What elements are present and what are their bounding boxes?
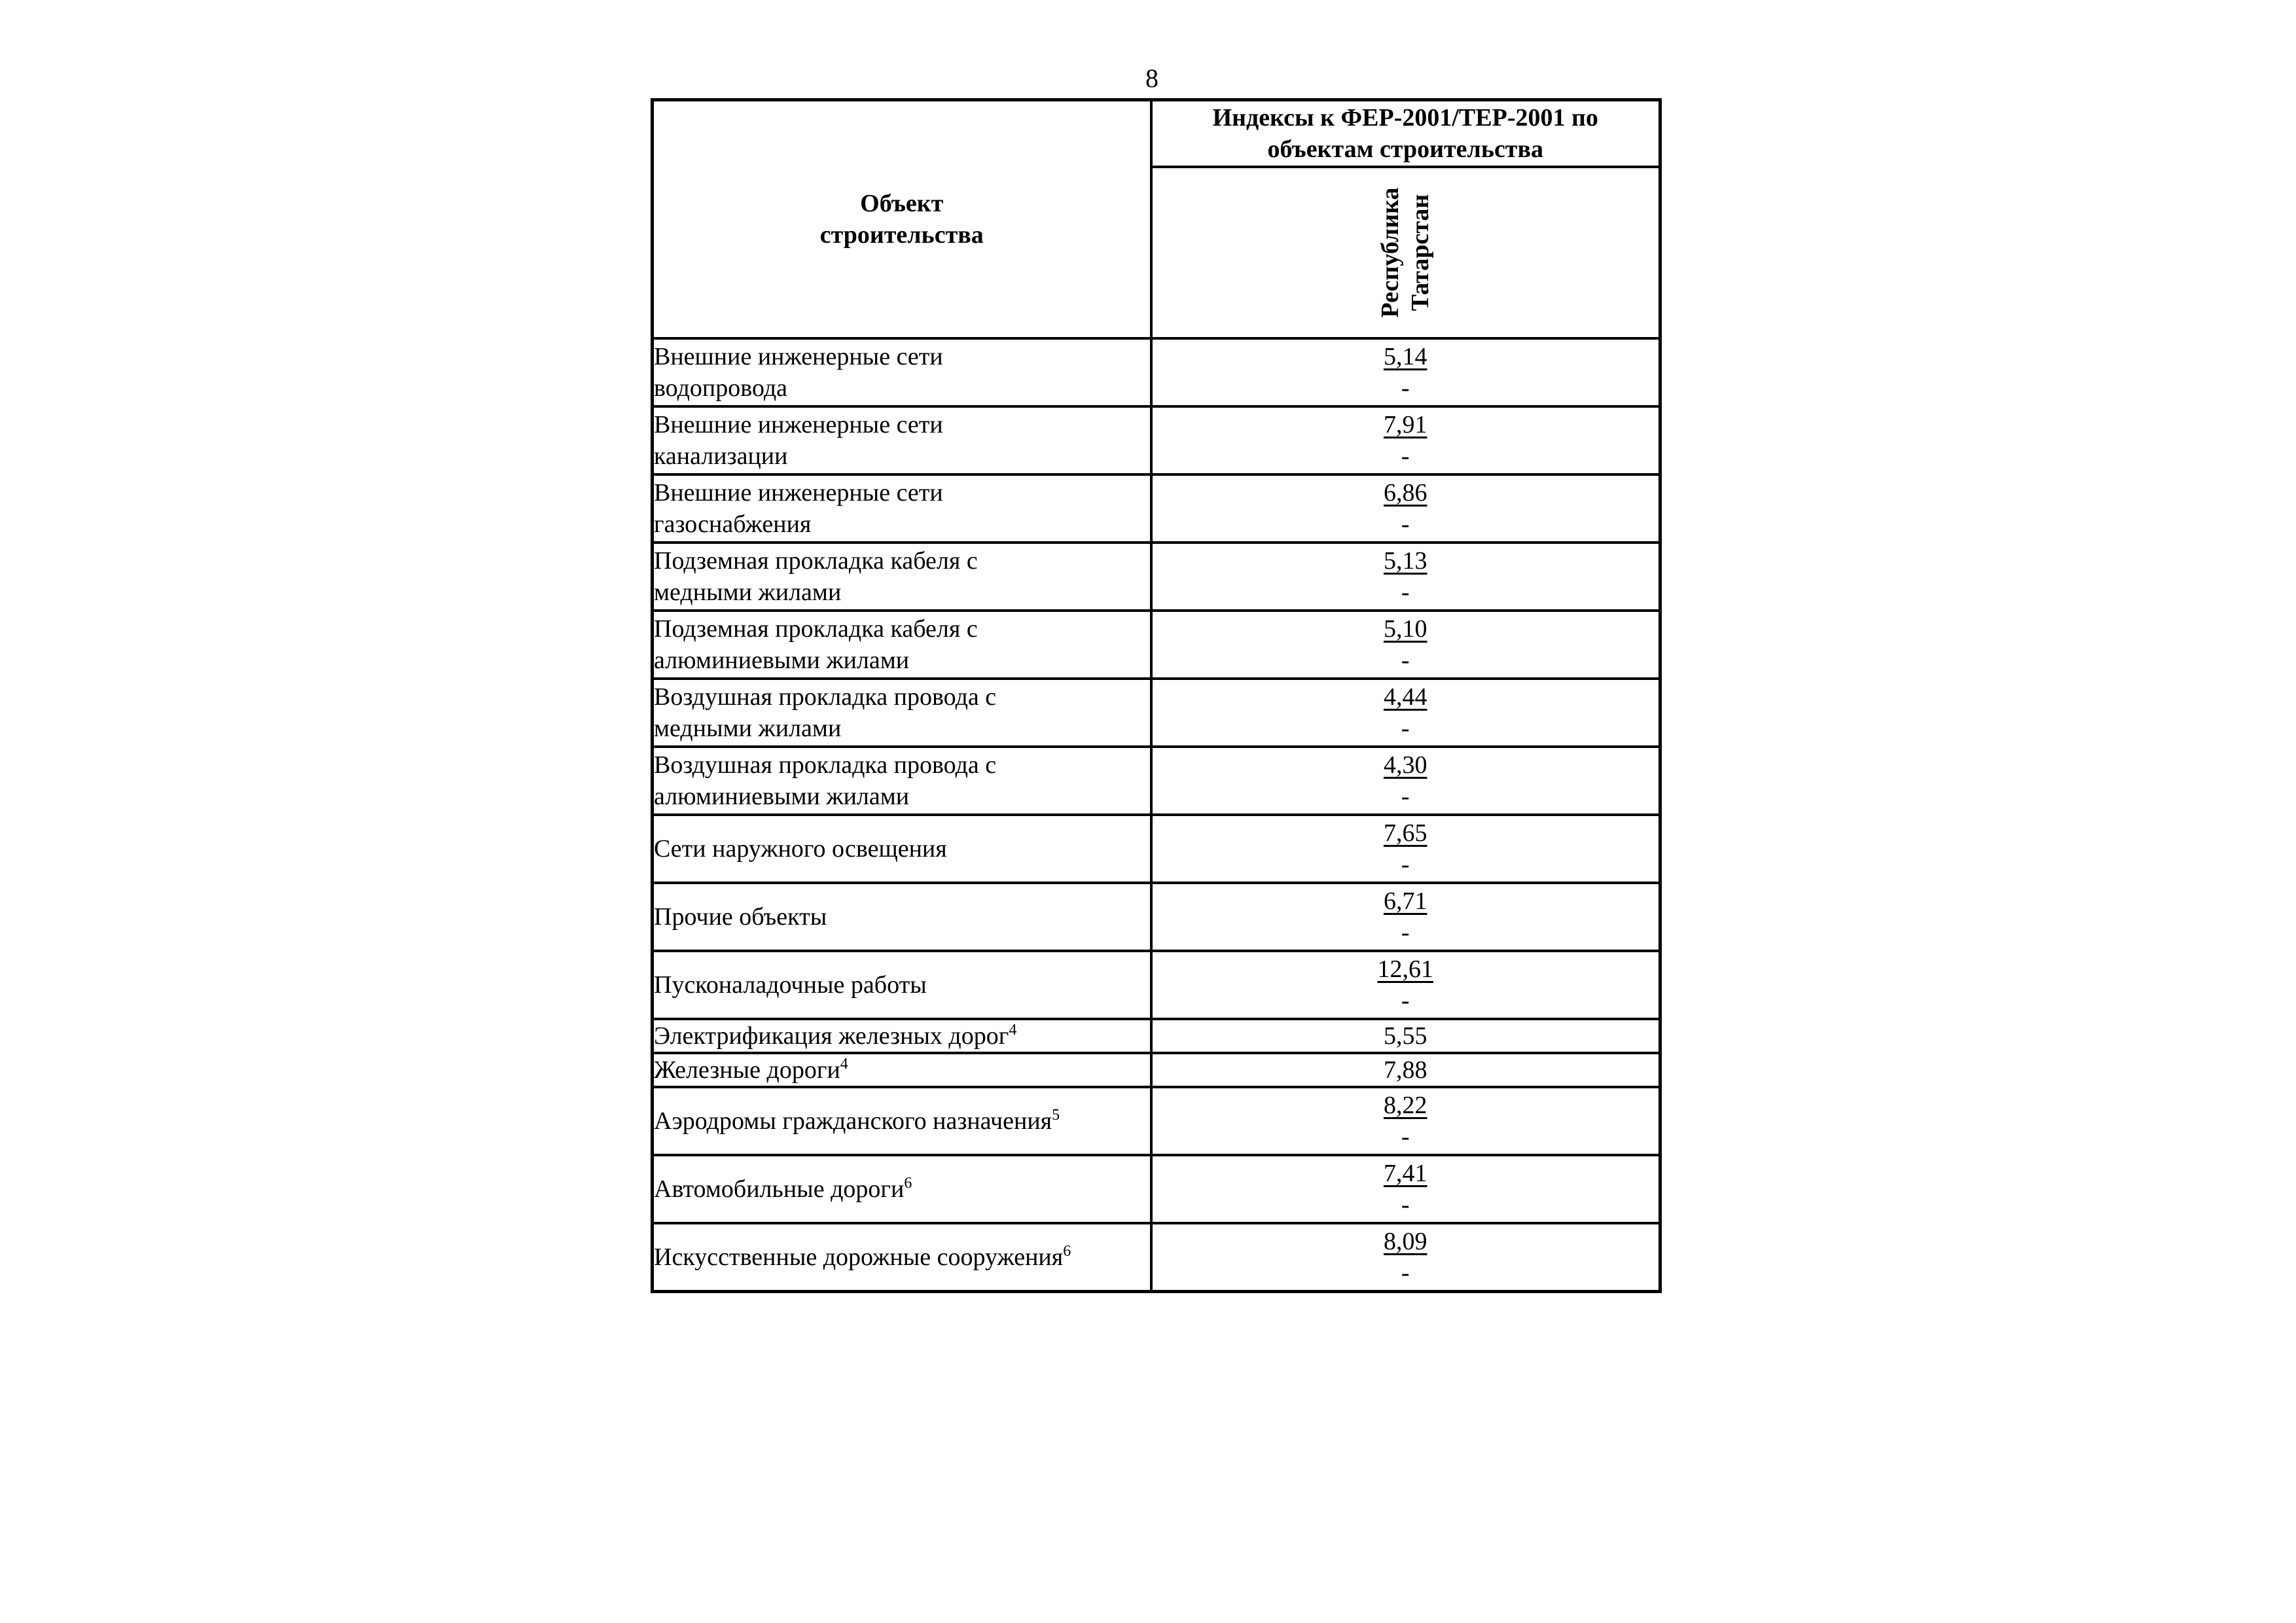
object-name-line xyxy=(654,713,1150,744)
header-index-line: объектам строительства xyxy=(1267,135,1543,163)
table-row xyxy=(653,679,1660,747)
object-name-cell xyxy=(653,543,1151,611)
header-object-line: Объект xyxy=(860,190,944,217)
header-region xyxy=(1151,167,1660,338)
table-row xyxy=(653,338,1660,406)
object-name-cell xyxy=(653,611,1151,679)
index-value: 4,30 xyxy=(1384,751,1427,779)
object-name-cell xyxy=(653,338,1151,406)
object-name-cell xyxy=(653,747,1151,815)
secondary-value: - xyxy=(1401,851,1410,878)
table-row xyxy=(653,1053,1660,1087)
table-row xyxy=(653,883,1660,951)
index-value: 8,22 xyxy=(1384,1092,1427,1119)
object-name-text: медными жилами xyxy=(654,715,842,742)
object-name-cell xyxy=(653,815,1151,883)
object-name-line xyxy=(654,645,1150,676)
footnote-marker: 6 xyxy=(904,1175,912,1192)
object-name-text: Искусственные дорожные сооружения xyxy=(654,1243,1064,1271)
index-value-cell xyxy=(1151,1019,1660,1053)
object-name-cell xyxy=(653,406,1151,474)
object-name-line xyxy=(654,1241,1150,1273)
index-value-cell xyxy=(1151,338,1660,406)
object-name-cell xyxy=(653,1155,1151,1223)
object-name-line xyxy=(654,969,1150,1001)
object-name-cell xyxy=(653,1053,1151,1087)
secondary-value: - xyxy=(1401,647,1410,674)
index-value-cell xyxy=(1151,543,1660,611)
secondary-value: - xyxy=(1401,579,1410,606)
index-value-cell xyxy=(1151,1087,1660,1155)
object-name-line xyxy=(654,577,1150,608)
table-row xyxy=(653,815,1660,883)
table-row xyxy=(653,1155,1660,1223)
index-value: 5,14 xyxy=(1384,343,1427,370)
object-name-text: Автомобильные дороги xyxy=(654,1175,905,1203)
footnote-marker: 6 xyxy=(1063,1243,1071,1260)
header-region-line: Республика xyxy=(1376,187,1405,318)
object-name-text: Электрификация железных дорог xyxy=(654,1022,1009,1050)
object-name-text: Сети наружного освещения xyxy=(654,835,947,863)
secondary-value: - xyxy=(1401,919,1410,946)
header-index xyxy=(1151,100,1660,168)
index-value: 5,55 xyxy=(1384,1022,1427,1050)
object-name-cell xyxy=(653,679,1151,747)
table-row xyxy=(653,474,1660,543)
secondary-value: - xyxy=(1401,442,1410,470)
table-row xyxy=(653,1223,1660,1292)
header-object xyxy=(653,100,1151,339)
index-value: 5,13 xyxy=(1384,547,1427,575)
index-value: 12,61 xyxy=(1377,955,1433,983)
object-name-line xyxy=(654,1020,1150,1052)
object-name-line xyxy=(654,749,1150,781)
table-row xyxy=(653,747,1660,815)
index-value: 5,10 xyxy=(1384,615,1427,643)
index-value-cell xyxy=(1151,951,1660,1019)
object-name-text: медными жилами xyxy=(654,579,842,606)
object-name-text: водопровода xyxy=(654,374,788,402)
header-index-line: Индексы к ФЕР-2001/ТЕР-2001 по xyxy=(1212,104,1598,132)
footnote-marker: 4 xyxy=(1009,1022,1017,1039)
index-value: 6,86 xyxy=(1384,479,1427,507)
table-row xyxy=(653,543,1660,611)
object-name-line xyxy=(654,372,1150,404)
object-name-text: Внешние инженерные сети xyxy=(654,343,943,370)
index-value: 8,09 xyxy=(1384,1228,1427,1255)
construction-index-table xyxy=(651,98,1662,1293)
secondary-value: - xyxy=(1401,374,1410,402)
object-name-text: газоснабжения xyxy=(654,510,812,538)
table-body xyxy=(653,338,1660,1292)
index-value-cell xyxy=(1151,1223,1660,1292)
index-value-cell xyxy=(1151,406,1660,474)
object-name-line xyxy=(654,613,1150,645)
object-name-cell xyxy=(653,951,1151,1019)
table-row xyxy=(653,1019,1660,1053)
index-value-cell xyxy=(1151,815,1660,883)
object-name-text: Железные дороги xyxy=(654,1056,840,1084)
object-name-text: алюминиевыми жилами xyxy=(654,647,910,674)
secondary-value: - xyxy=(1401,1191,1410,1219)
header-region-vertical xyxy=(1375,188,1435,318)
index-value: 4,44 xyxy=(1384,683,1427,711)
object-name-line xyxy=(654,1173,1150,1205)
secondary-value: - xyxy=(1401,1259,1410,1287)
object-name-line xyxy=(654,477,1150,508)
object-name-cell xyxy=(653,474,1151,543)
object-name-text: Внешние инженерные сети xyxy=(654,479,943,507)
index-value-cell xyxy=(1151,611,1660,679)
object-name-cell xyxy=(653,883,1151,951)
index-value: 7,91 xyxy=(1384,411,1427,438)
object-name-line xyxy=(654,681,1150,713)
table-row xyxy=(653,951,1660,1019)
object-name-text: Внешние инженерные сети xyxy=(654,411,943,438)
secondary-value: - xyxy=(1401,783,1410,810)
index-value-cell xyxy=(1151,1155,1660,1223)
object-name-text: Воздушная прокладка провода с xyxy=(654,751,997,779)
object-name-line xyxy=(654,781,1150,812)
object-name-text: Подземная прокладка кабеля с xyxy=(654,615,978,643)
object-name-text: Воздушная прокладка провода с xyxy=(654,683,997,711)
object-name-line xyxy=(654,409,1150,440)
secondary-value: - xyxy=(1401,987,1410,1014)
footnote-marker: 4 xyxy=(840,1056,848,1073)
object-name-text: Аэродромы гражданского назначения xyxy=(654,1107,1052,1135)
object-name-text: канализации xyxy=(654,442,788,470)
object-name-line xyxy=(654,833,1150,865)
object-name-line xyxy=(654,901,1150,933)
object-name-cell xyxy=(653,1087,1151,1155)
object-name-line xyxy=(654,341,1150,372)
index-value-cell xyxy=(1151,747,1660,815)
index-value-cell xyxy=(1151,1053,1660,1087)
footnote-marker: 5 xyxy=(1052,1107,1060,1124)
object-name-text: Пусконаладочные работы xyxy=(654,971,927,999)
index-value-cell xyxy=(1151,474,1660,543)
table-row xyxy=(653,1087,1660,1155)
object-name-text: Прочие объекты xyxy=(654,903,827,931)
object-name-cell xyxy=(653,1223,1151,1292)
index-value-cell xyxy=(1151,883,1660,951)
object-name-text: Подземная прокладка кабеля с xyxy=(654,547,978,575)
index-value: 7,88 xyxy=(1384,1056,1427,1084)
index-value: 7,65 xyxy=(1384,819,1427,847)
object-name-line xyxy=(654,440,1150,472)
index-value-cell xyxy=(1151,679,1660,747)
table-row xyxy=(653,406,1660,474)
object-name-line xyxy=(654,508,1150,540)
table-row xyxy=(653,611,1660,679)
object-name-line xyxy=(654,1105,1150,1137)
secondary-value: - xyxy=(1401,510,1410,538)
secondary-value: - xyxy=(1401,715,1410,742)
object-name-line xyxy=(654,545,1150,577)
object-name-cell xyxy=(653,1019,1151,1053)
header-region-line: Татарстан xyxy=(1407,194,1435,312)
page-number: 8 xyxy=(1145,63,1158,93)
header-object-line: строительства xyxy=(819,221,984,249)
object-name-text: алюминиевыми жилами xyxy=(654,783,910,810)
secondary-value: - xyxy=(1401,1123,1410,1150)
index-value: 7,41 xyxy=(1384,1160,1427,1187)
index-value: 6,71 xyxy=(1384,887,1427,915)
object-name-line xyxy=(654,1054,1150,1086)
